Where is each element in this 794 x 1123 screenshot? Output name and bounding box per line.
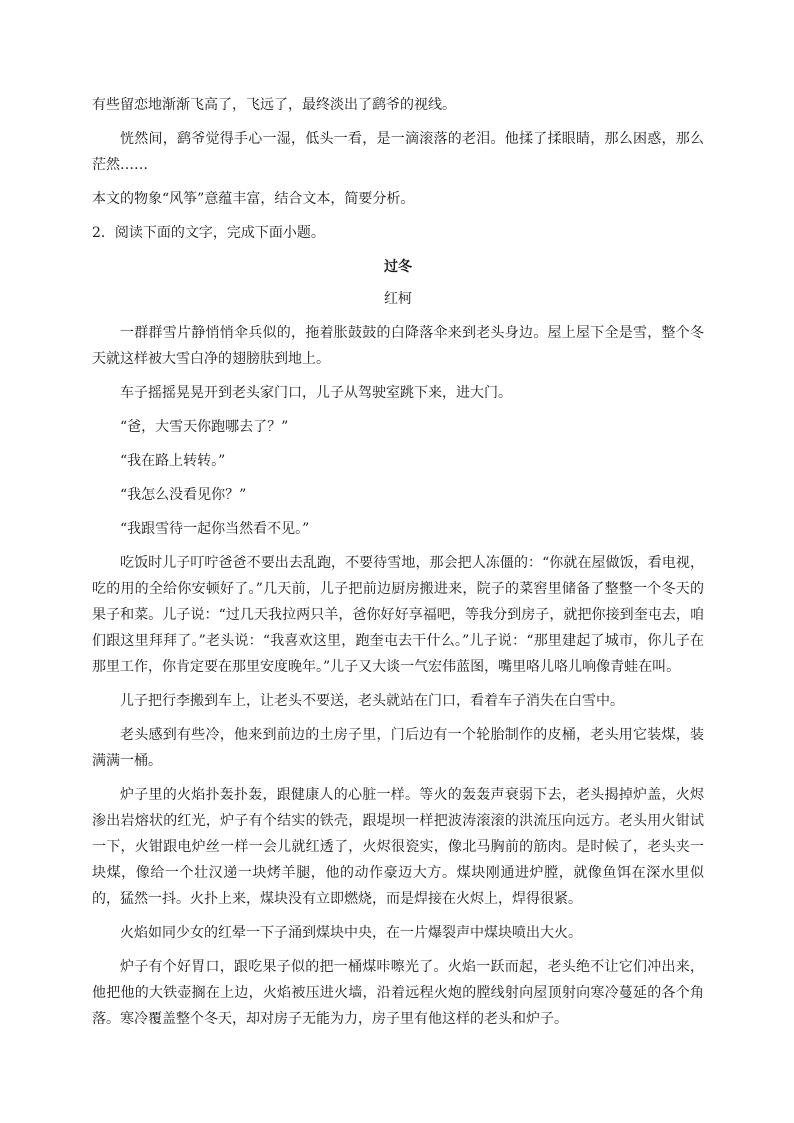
- story-ending-paragraph: 恍然间，鹞爷觉得手心一湿，低头一看，是一滴滚落的老泪。他揉了揉眼睛，那么困惑，那么茫然……: [92, 131, 704, 173]
- article-paragraph: 炉子里的火焰扑轰扑轰，跟健康人的心脏一样。等火的轰轰声衰弱下去，老头揭掉炉盖，火烬渗出岩熔状的红光，炉子有个结实的铁壳，跟堤坝一样把波涛滚滚的洪流压向远方。老头用火钳试一下，火钳跟电炉丝一样一会儿就红透了，火烬很瓷实，像北马胸前的筋肉。是时候了，老头夹一块煤，像给一个壮汉递一块烤羊腿，他的动作豪迈大方。煤块刚通进炉膛，就像鱼饵在深水里似的，猛然一抖。火扑上来，煤块没有立即燃烧，而是焊接在火烬上，焊得很紧。: [92, 787, 704, 907]
- article-paragraph: 吃饭时儿子叮咛爸爸不要出去乱跑，不要待雪地，那会把人冻僵的：“你就在屋做饭，看电视，吃的用的全给你安顿好了。”几天前，儿子把前边厨房搬进来，院子的菜窖里储备了整整一个冬天的果子和菜。儿子说：“过几天我拉两只羊，爸你好好享福吧，等我分到房子，就把你接到奎屯去，咱们跟这里拜拜了。”老头说：“我喜欢这里，跑奎屯去干什么。”儿子说：“那里建起了城市，你儿子在那里工作，你肯定要在那里安度晚年。”儿子又大谈一气宏伟蓝图，嘴里咯儿咯儿响像青蛙在叫。: [92, 555, 704, 675]
- article-dialogue: “我跟雪待一起你当然看不见。”: [120, 521, 310, 537]
- article-paragraph: 一群群雪片静悄悄伞兵似的，拖着胀鼓鼓的白降落伞来到老头身边。屋上屋下全是雪，整个冬天就这样被大雪白净的翅膀肤到地上。: [92, 325, 704, 367]
- article-title: 过冬: [384, 259, 412, 275]
- article-paragraph: 老头感到有些冷，他来到前边的土房子里，门后边有一个轮胎制作的皮桶，老头用它装煤，装满满一桶。: [92, 727, 704, 769]
- article-paragraph: 车子摇摇晃晃开到老头家门口，儿子从驾驶室跳下来，进大门。: [120, 385, 512, 401]
- question-kite: 本文的物象“风筝”意蕴丰富，结合文本，简要分析。: [92, 191, 415, 207]
- document-page: [92, 92, 704, 1040]
- article-dialogue: “我怎么没看见你？”: [120, 487, 247, 503]
- article-dialogue: “爸，大雪天你跑哪去了？”: [120, 419, 289, 435]
- article-dialogue: “我在路上转转。”: [120, 453, 226, 469]
- question-2-instruction: 2．阅读下面的文字，完成下面小题。: [92, 225, 325, 241]
- article-paragraph: 火焰如同少女的红晕一下子涌到煤块中央，在一片爆裂声中煤块喷出大火。: [120, 925, 582, 941]
- story-ending-line: 有些留恋地渐渐飞高了，飞远了，最终淡出了鹞爷的视线。: [92, 97, 456, 113]
- article-paragraph: 儿子把行李搬到车上，让老头不要送，老头就站在门口，看着车子消失在白雪中。: [120, 693, 624, 709]
- article-author: 红柯: [384, 291, 412, 307]
- article-paragraph: 炉子有个好胃口，跟吃果子似的把一桶煤咔嚓光了。火焰一跃而起，老头绝不让它们冲出来，他把他的大铁壶搁在上边，火焰被压进火墙，沿着远程火炮的膛线射向屋顶射向寒冷蔓延的各个角落。寒冷覆盖整个冬天，却对房子无能为力，房子里有他这样的老头和炉子。: [92, 959, 704, 1027]
